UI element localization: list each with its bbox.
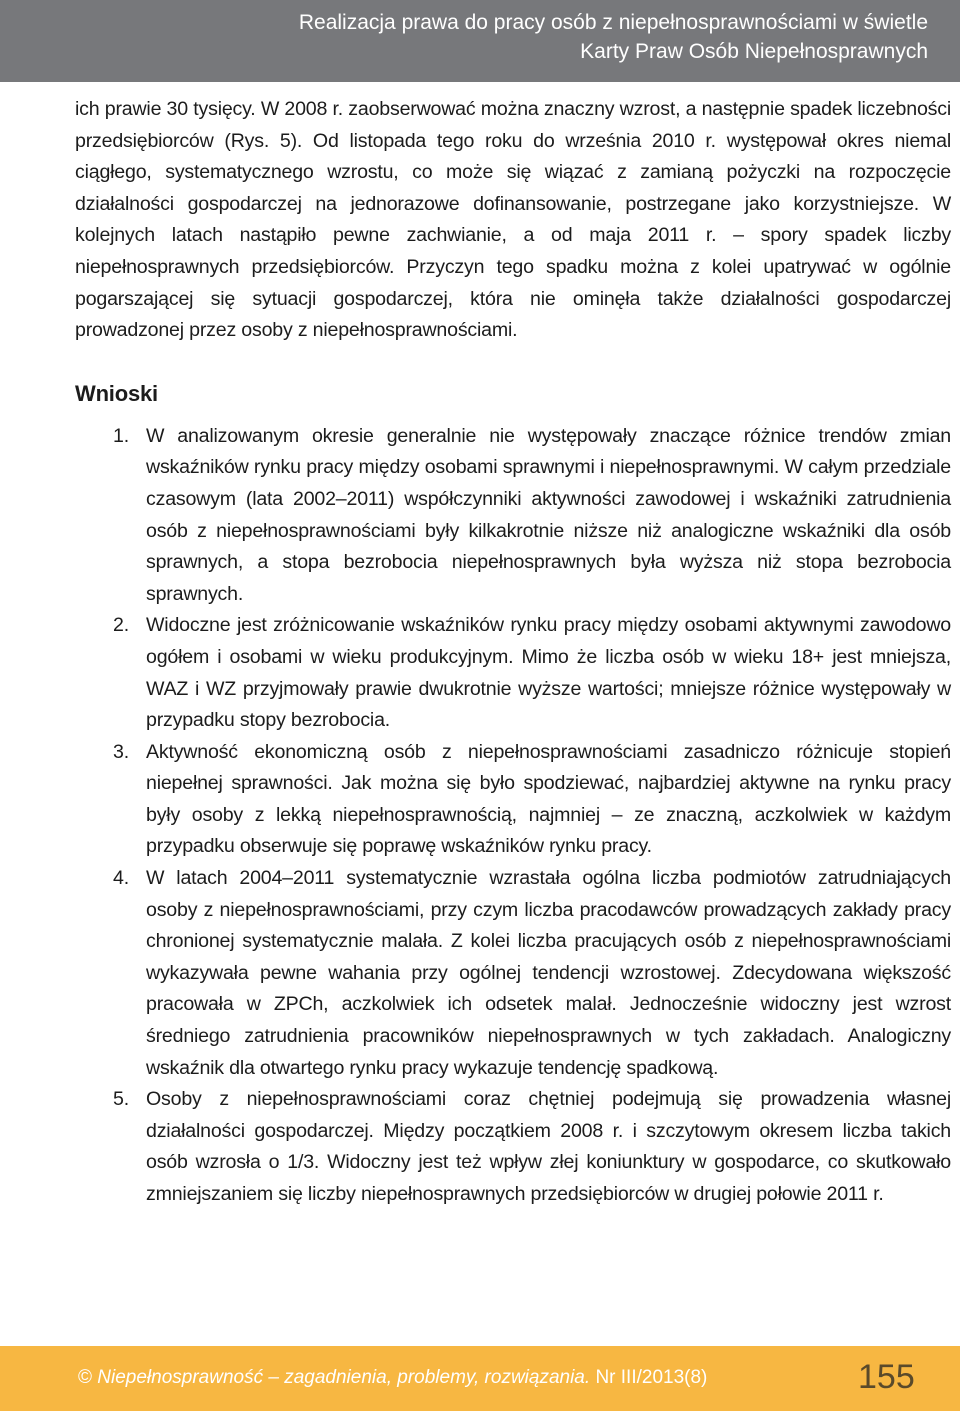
conclusion-number: 1. [113, 424, 129, 447]
page-number: 155 [858, 1358, 915, 1396]
page-body [75, 94, 951, 1211]
conclusion-number: 4. [113, 867, 129, 890]
conclusion-text: Widoczne jest zróżnicowanie wskaźników rynku pracy między osobami aktywnymi zawodowo ogółem i osobami w wieku produkcyjnym. Mimo że liczba osób w wieku 18+ jest mniejsza, WAZ i WZ przyjmowały prawie dwukrotnie wyższe wartości; mniejsze różnice występowały w przypadku stopy bezrobocia. [146, 614, 951, 732]
conclusion-item [75, 610, 951, 736]
page-footer [0, 1346, 960, 1411]
section-title-conclusions: Wnioski [75, 380, 158, 406]
conclusion-number: 2. [113, 614, 129, 637]
conclusion-item [75, 421, 951, 611]
running-header [0, 0, 960, 82]
journal-issue: Nr III/2013(8) [595, 1367, 708, 1388]
conclusion-item [75, 737, 951, 863]
conclusion-text: Aktywność ekonomiczną osób z niepełnosprawnościami zasadniczo różnicuje stopień niepełnej sprawności. Jak można się było spodziewać, najbardziej aktywne na rynku pracy były osoby z lekką niepełnosprawnością, najmniej – ze znaczną, aczkolwiek w każdym przypadku obserwuje się poprawę wskaźników rynku pracy. [146, 740, 951, 858]
journal-citation [78, 1364, 707, 1392]
conclusion-number: 3. [113, 740, 129, 763]
conclusion-item [75, 1084, 951, 1210]
running-header-line-2: Karty Praw Osób Niepełnosprawnych [580, 40, 928, 63]
conclusions-list [75, 421, 951, 1211]
conclusion-number: 5. [113, 1088, 129, 1111]
intro-paragraph: ich prawie 30 tysięcy. W 2008 r. zaobserwować można znaczny wzrost, a następnie spadek liczebności przedsiębiorców (Rys. 5). Od listopada tego roku do września 2010 r. występował okres niemal ciągłego, systematycznego wzrostu, co może się wiązać z zamianą pożyczki na rozpoczęcie działalności gospodarczej na jednorazowe dofinansowanie, postrzegane jako korzystniejsze. W kolejnych latach nastąpiło pewne zachwianie, a od maja 2011 r. – spory spadek liczby niepełnosprawnych przedsiębiorców. Przyczyn tego spadku można z kolei upatrywać w ogólnie pogarszającej się sytuacji gospodarczej, która nie ominęła także działalności gospodarczej prowadzonej przez osoby z niepełnosprawnościami. [75, 98, 951, 342]
conclusion-text: W latach 2004–2011 systematycznie wzrastała ogólna liczba podmiotów zatrudniających osoby z niepełnosprawnościami, przy czym liczba pracodawców prowadzących zakłady pracy chronionej systematycznie malała. Z kolei liczba pracujących osób z niepełnosprawnościami wykazywała pewne wahania przy ogólnej tendencji wzrostowej. Zdecydowana większość pracowała w ZPCh, aczkolwiek ich odsetek malał. Jednocześnie widoczny jest wzrost średniego zatrudnienia pracowników niepełnosprawnych w tych zakładach. Analogiczny wskaźnik dla otwartego rynku pracy wykazuje tendencję spadkową. [146, 867, 951, 1079]
conclusion-text: W analizowanym okresie generalnie nie występowały znaczące różnice trendów zmian wskaźników rynku pracy między osobami sprawnymi i niepełnosprawnymi. W całym przedziale czasowym (lata 2002–2011) współczynniki aktywności zawodowej i wskaźniki zatrudnienia osób z niepełnosprawnościami były kilkakrotnie niższe niż analogiczne wskaźniki dla osób sprawnych, a stopa bezrobocia niepełnosprawnych była wyższa niż stopa bezrobocia sprawnych. [146, 424, 951, 605]
journal-title: Niepełnosprawność – zagadnienia, problemy, rozwiązania. [97, 1367, 591, 1388]
conclusion-text: Osoby z niepełnosprawnościami coraz chętniej podejmują się prowadzenia własnej działalności gospodarczej. Między początkiem 2008 r. i szczytowym okresem liczba takich osób wzrosła o 1/3. Widoczny jest też wpływ złej koniunktury w gospodarce, co skutkowało zmniejszaniem się liczby niepełnosprawnych przedsiębiorców w drugiej połowie 2011 r. [146, 1088, 951, 1205]
conclusion-item [75, 863, 951, 1084]
copyright-icon: © [78, 1367, 92, 1388]
running-header-line-1: Realizacja prawa do pracy osób z niepełnosprawnościami w świetle [298, 11, 928, 34]
